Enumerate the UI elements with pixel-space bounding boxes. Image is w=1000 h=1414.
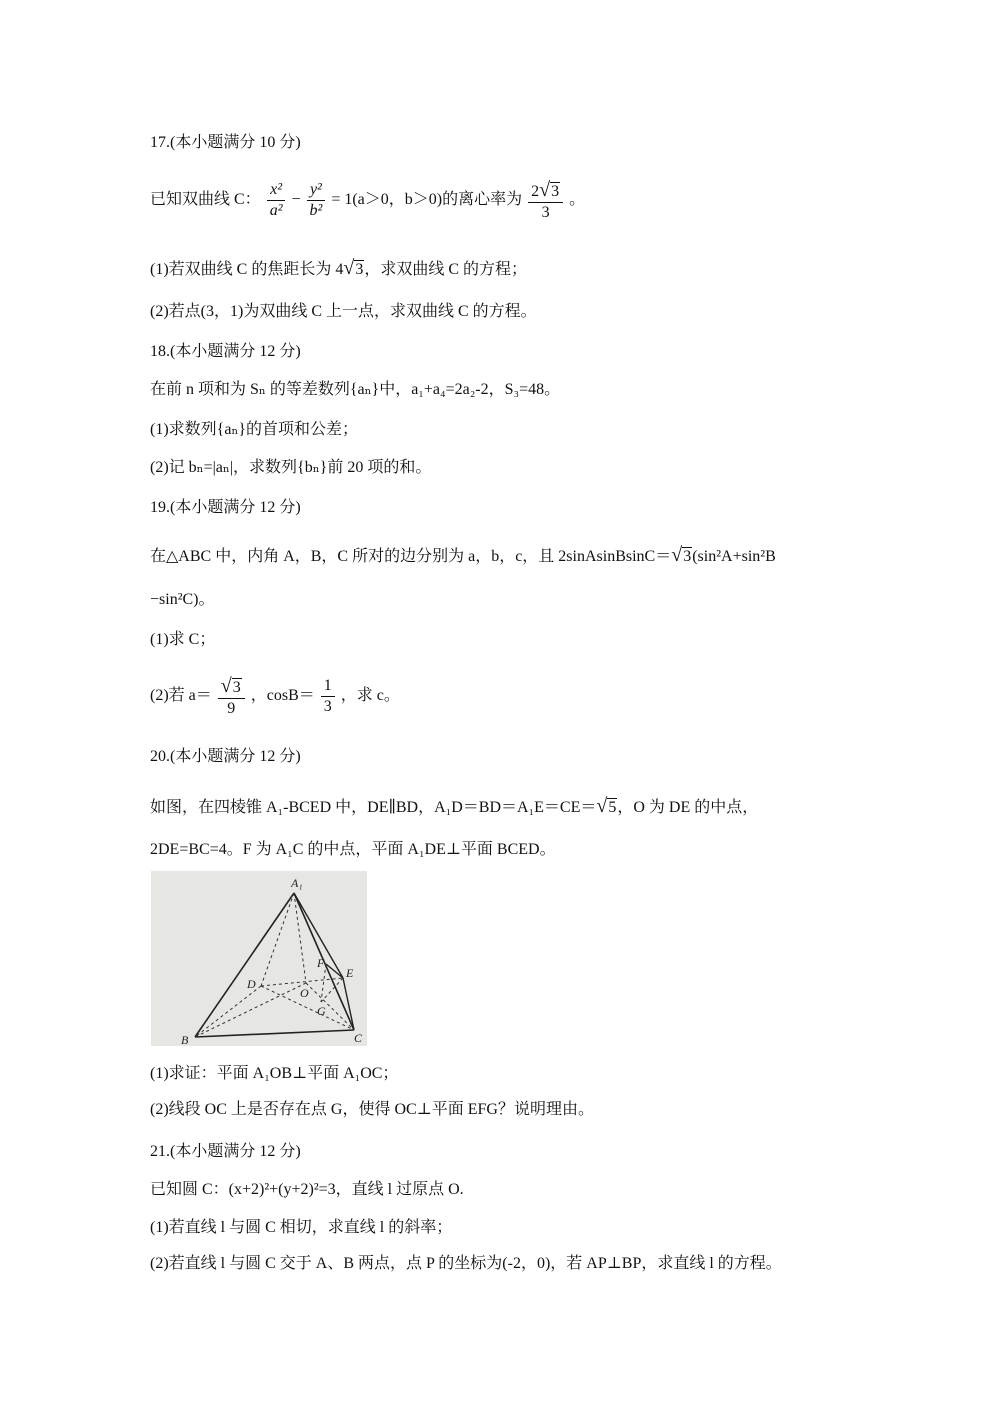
label-e: E [346,966,354,980]
label-b: B [181,1033,189,1046]
label-o: O [300,986,309,1000]
q19-part1: (1)求 C； [150,631,216,648]
q17-part1: (1)若双曲线 C 的焦距长为 4√3，求双曲线 C 的方程； [150,257,528,279]
sqrt-symbol: √5 [596,795,617,817]
q18-part2: (2)记 bₙ=|aₙ|，求数列{bₙ}前 20 项的和。 [150,459,432,476]
edge-b-c [195,1030,354,1037]
q17-stem-prefix: 已知双曲线 C： [150,191,261,209]
pyramid-figure [151,871,367,1046]
q19-heading: 19.(本小题满分 12 分) [150,499,301,516]
q19-stem: 在△ABC 中，内角 A，B，C 所对的边分别为 a，b，c，且 2sinAsinBsinC＝√3(sin²A+sin²B [150,544,776,566]
q17-stem-end: 。 [569,191,586,209]
q20-part2: (2)线段 OC 上是否存在点 G，使得 OC⊥平面 EFG？说明理由。 [150,1101,594,1118]
label-a1: A₁ [291,876,303,890]
sqrt-symbol: √3 [539,179,560,201]
q19-stem-line2: −sin²C)。 [150,591,215,608]
sqrt-symbol: √3 [671,544,692,566]
q19-part2: (2)若 a＝ $\frac{√3}{9}$ ，cosB＝ $\frac{1}{3}$ ，求 c。 [150,675,400,717]
q19-cos-frac: $\frac{1}{3}$ [321,678,335,715]
q17-eq-tail: = 1(a＞0，b＞0)的离心率为 [331,191,523,209]
label-f: F [317,956,325,970]
q21-part1: (1)若直线 l 与圆 C 相切，求直线 l 的斜率； [150,1219,453,1236]
sqrt-symbol: √3 [343,257,364,279]
label-c: C [354,1031,363,1045]
q21-part2: (2)若直线 l 与圆 C 交于 A、B 两点，点 P 的坐标为(-2，0)，若 AP⊥BP，求直线 l 的方程。 [150,1255,782,1272]
q18-heading: 18.(本小题满分 12 分) [150,343,301,360]
q20-part1: (1)求证：平面 A₁OB⊥平面 A₁OC； [150,1065,399,1082]
label-g: G [317,1004,326,1018]
q20-heading: 20.(本小题满分 12 分) [150,748,301,765]
q17-y-frac: $\frac{\text{y²}}{\text{b²}}$ [307,182,326,219]
label-d: D [247,977,256,991]
q19-a-frac: $\frac{√3}{9}$ [218,676,245,717]
q20-stem: 如图，在四棱锥 A₁-BCED 中，DE∥BD，A₁D＝BD＝A₁E＝CE＝√5，O 为 DE 的中点， [150,795,759,817]
q20-stem-line2: 2DE=BC=4。F 为 A₁C 的中点，平面 A₁DE⊥平面 BCED。 [150,841,556,858]
pyramid-diagram [151,871,367,1046]
q17-heading: 17.(本小题满分 10 分) [150,134,301,151]
q17-minus: − [291,191,301,209]
edge-a1-b [195,893,294,1037]
q18-stem: 在前 n 项和为 Sₙ 的等差数列{aₙ}中，a₁+a₄=2a₂-2，S₃=48。 [150,381,561,398]
q21-stem: 已知圆 C：(x+2)²+(y+2)²=3，直线 l 过原点 O. [150,1181,464,1198]
q21-heading: 21.(本小题满分 12 分) [150,1143,301,1160]
sqrt-symbol: √3 [220,675,241,697]
q17-stem [150,180,585,221]
hidden-edges [195,893,354,1037]
q17-ecc-frac: $\frac{2√3}{3}$ [528,180,563,221]
q18-part1: (1)求数列{aₙ}的首项和公差； [150,421,359,438]
edge-e-c [343,978,354,1030]
q17-part2: (2)若点(3，1)为双曲线 C 上一点，求双曲线 C 的方程。 [150,303,537,320]
q17-x-frac: $\frac{\text{x²}}{\text{a²}}$ [267,182,286,219]
